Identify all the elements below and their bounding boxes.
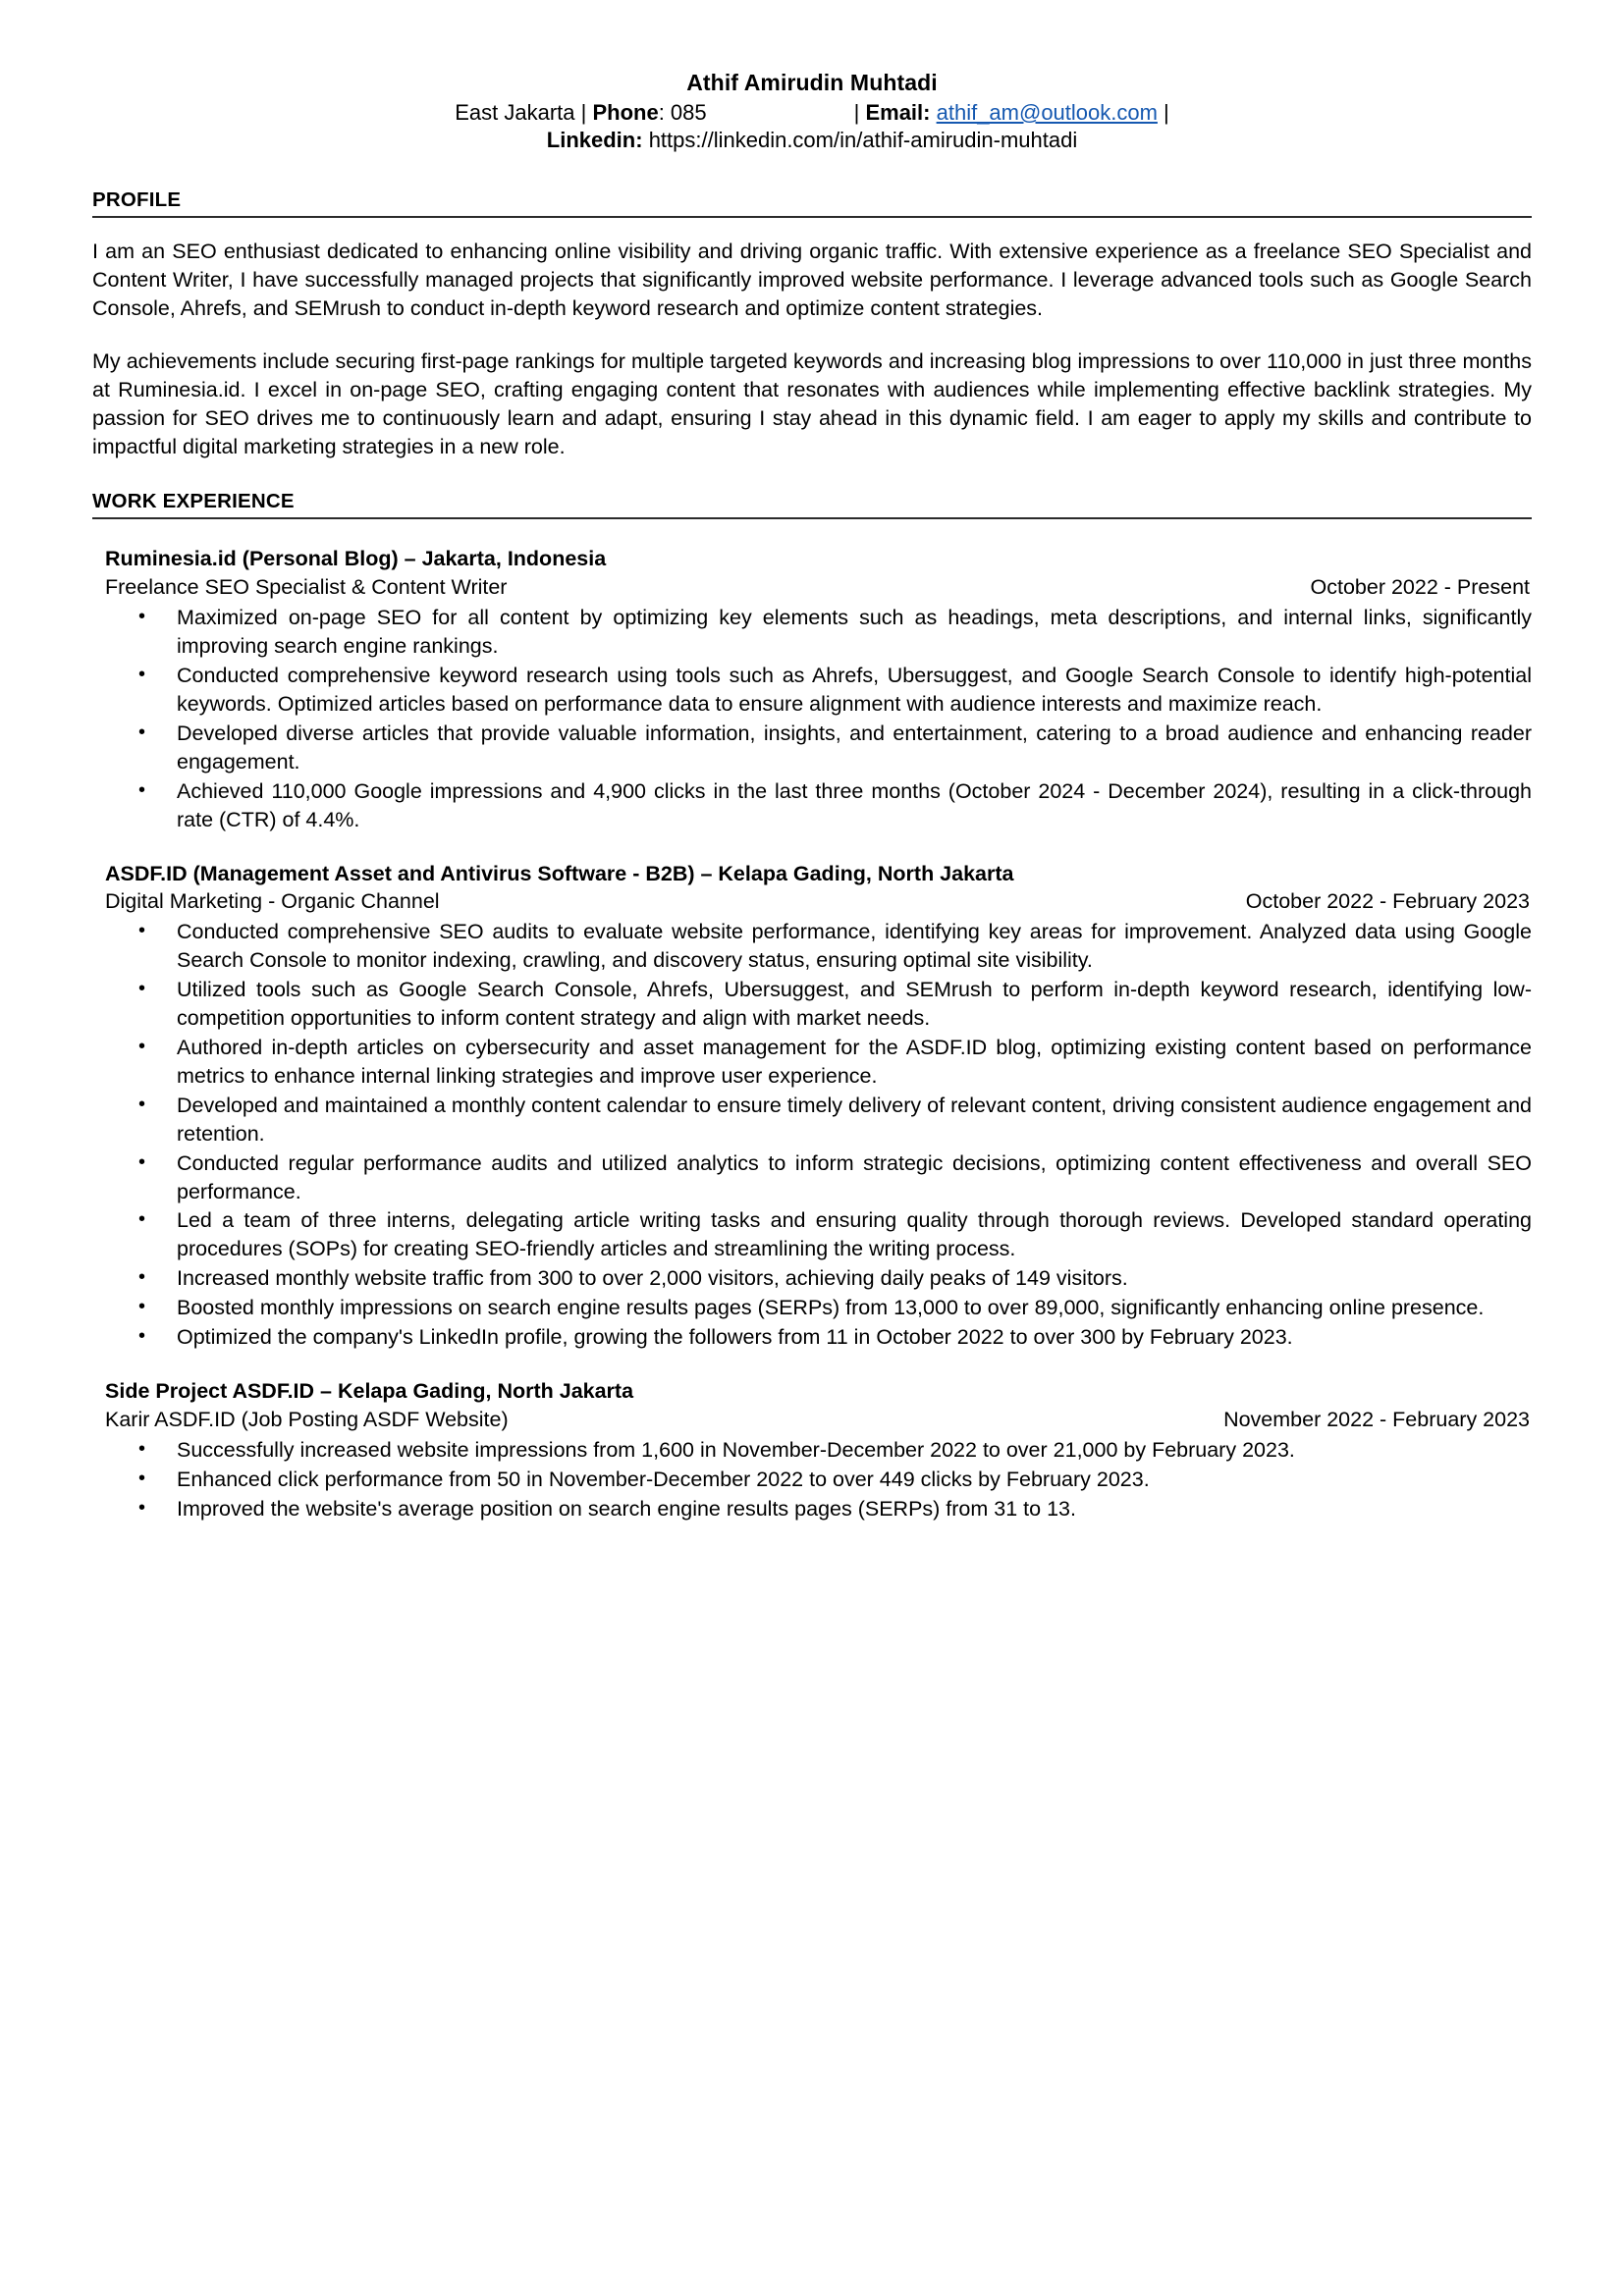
section-heading-profile: PROFILE — [92, 188, 1532, 218]
job-bullet-list — [105, 604, 1532, 833]
candidate-name: Athif Amirudin Muhtadi — [686, 70, 938, 95]
job-subrow — [105, 574, 1532, 602]
contact-separator-1: | — [574, 99, 593, 125]
profile-paragraph-1: I am an SEO enthusiast dedicated to enhancing online visibility and driving organic traffic. With extensive experience as a freelance SEO Specialist and Content Writer, I have successfully managed projects that significantly improved website performance. I leverage advanced tools such as Google Search Console, Ahrefs, and SEMrush to conduct in-depth keyword research and optimize content strategies. — [92, 240, 1532, 320]
linkedin-url: https://linkedin.com/in/athif-amirudin-muhtadi — [648, 128, 1078, 153]
email-link[interactable]: athif_am@outlook.com — [936, 99, 1158, 125]
job-bullet: • Increased monthly website traffic from 300 to over 2,000 visitors, achieving daily peaks of 149 visitors. — [105, 1264, 1532, 1293]
job-bullet: • Enhanced click performance from 50 in November-December 2022 to over 449 clicks by February 2023. — [105, 1466, 1532, 1494]
job-bullet: • Achieved 110,000 Google impressions and 4,900 clicks in the last three months (October 2024 - December 2024), resulting in a click-through rate (CTR) of 4.4%. — [105, 777, 1532, 834]
job-role: Digital Marketing - Organic Channel — [105, 889, 440, 914]
job-bullet: • Developed diverse articles that provide valuable information, insights, and entertainment, catering to a broad audience and enhancing reader engagement. — [105, 720, 1532, 776]
job-title: Side Project ASDF.ID – Kelapa Gading, North Jakarta — [105, 1379, 634, 1404]
job-role: Freelance SEO Specialist & Content Writer — [105, 575, 508, 600]
job-bullet-list — [105, 1436, 1532, 1523]
contact-location: East Jakarta — [455, 99, 575, 125]
contact-separator-3: | — [1157, 99, 1169, 125]
job-bullet: • Successfully increased website impressions from 1,600 in November-December 2022 to over 21,000 by February 2023. — [105, 1436, 1532, 1465]
job-bullet: • Conducted regular performance audits and utilized analytics to inform strategic decisions, optimizing content effectiveness and overall SEO performance. — [105, 1149, 1532, 1206]
job-bullet: • Developed and maintained a monthly content calendar to ensure timely delivery of relevant content, driving consistent audience engagement and retention. — [105, 1092, 1532, 1148]
job-bullet: • Led a team of three interns, delegating article writing tasks and ensuring quality through thorough reviews. Developed standard operating procedures (SOPs) for creating SEO-friendly articles and streamlining the writing process. — [105, 1206, 1532, 1263]
job-subrow — [105, 1407, 1532, 1434]
contact-line-linkedin — [92, 127, 1532, 155]
job-bullet: • Optimized the company's LinkedIn profile, growing the followers from 11 in October 2022 to over 300 by February 2023. — [105, 1323, 1532, 1352]
job-bullet-list — [105, 918, 1532, 1352]
contact-separator-2: | — [853, 99, 866, 125]
email-label: Email: — [865, 99, 931, 125]
job-entry — [92, 546, 1532, 833]
job-bullet: • Authored in-depth articles on cybersecurity and asset management for the ASDF.ID blog, optimizing existing content based on performance metrics to enhance internal linking strategies and improve user experience. — [105, 1034, 1532, 1091]
job-bullet: • Conducted comprehensive keyword research using tools such as Ahrefs, Ubersuggest, and Google Search Console to identify high-potential keywords. Optimized articles based on performance data to ensure alignment with audience interests and maximize reach. — [105, 662, 1532, 719]
job-title: ASDF.ID (Management Asset and Antivirus Software - B2B) – Kelapa Gading, North Jakarta — [105, 861, 1014, 885]
job-bullet: • Utilized tools such as Google Search Console, Ahrefs, Ubersuggest, and SEMrush to perform in-depth keyword research, identifying low-competition opportunities to inform content strategy and align with market needs. — [105, 976, 1532, 1033]
job-entry — [92, 861, 1532, 1352]
job-dates: October 2022 - February 2023 — [1245, 889, 1530, 914]
job-bullet: • Maximized on-page SEO for all content by optimizing key elements such as headings, meta descriptions, and internal links, significantly improving search engine rankings. — [105, 604, 1532, 661]
profile-paragraph-2: My achievements include securing first-page rankings for multiple targeted keywords and increasing blog impressions to over 110,000 in just three months at Ruminesia.id. I excel in on-page SEO, crafting engaging content that resonates with audiences while implementing effective backlink strategies. My passion for SEO drives me to continuously learn and adapt, ensuring I stay ahead in this dynamic field. I am eager to apply my skills and contribute to impactful digital marketing strategies in a new role. — [92, 348, 1532, 458]
job-title: Ruminesia.id (Personal Blog) – Jakarta, Indonesia — [105, 547, 607, 571]
document-header — [92, 69, 1532, 155]
contact-line-primary — [92, 99, 1532, 128]
linkedin-label: Linkedin: — [546, 128, 643, 153]
section-heading-work-experience: WORK EXPERIENCE — [92, 490, 1532, 519]
job-dates: November 2022 - February 2023 — [1223, 1407, 1530, 1431]
job-bullet: • Conducted comprehensive SEO audits to evaluate website performance, identifying key areas for improvement. Analyzed data using Google Search Console to monitor indexing, crawling, and discovery status, ensuring optimal site visibility. — [105, 918, 1532, 975]
job-subrow — [105, 888, 1532, 916]
job-role: Karir ASDF.ID (Job Posting ASDF Website) — [105, 1407, 509, 1431]
phone-label: Phone — [592, 99, 659, 125]
job-entry — [92, 1378, 1532, 1523]
phone-value: : 085 — [658, 99, 707, 125]
job-bullet: • Improved the website's average position on search engine results pages (SERPs) from 31 to 13. — [105, 1495, 1532, 1523]
job-dates: October 2022 - Present — [1310, 575, 1530, 600]
job-bullet: • Boosted monthly impressions on search engine results pages (SERPs) from 13,000 to over 89,000, significantly enhancing online presence. — [105, 1294, 1532, 1322]
